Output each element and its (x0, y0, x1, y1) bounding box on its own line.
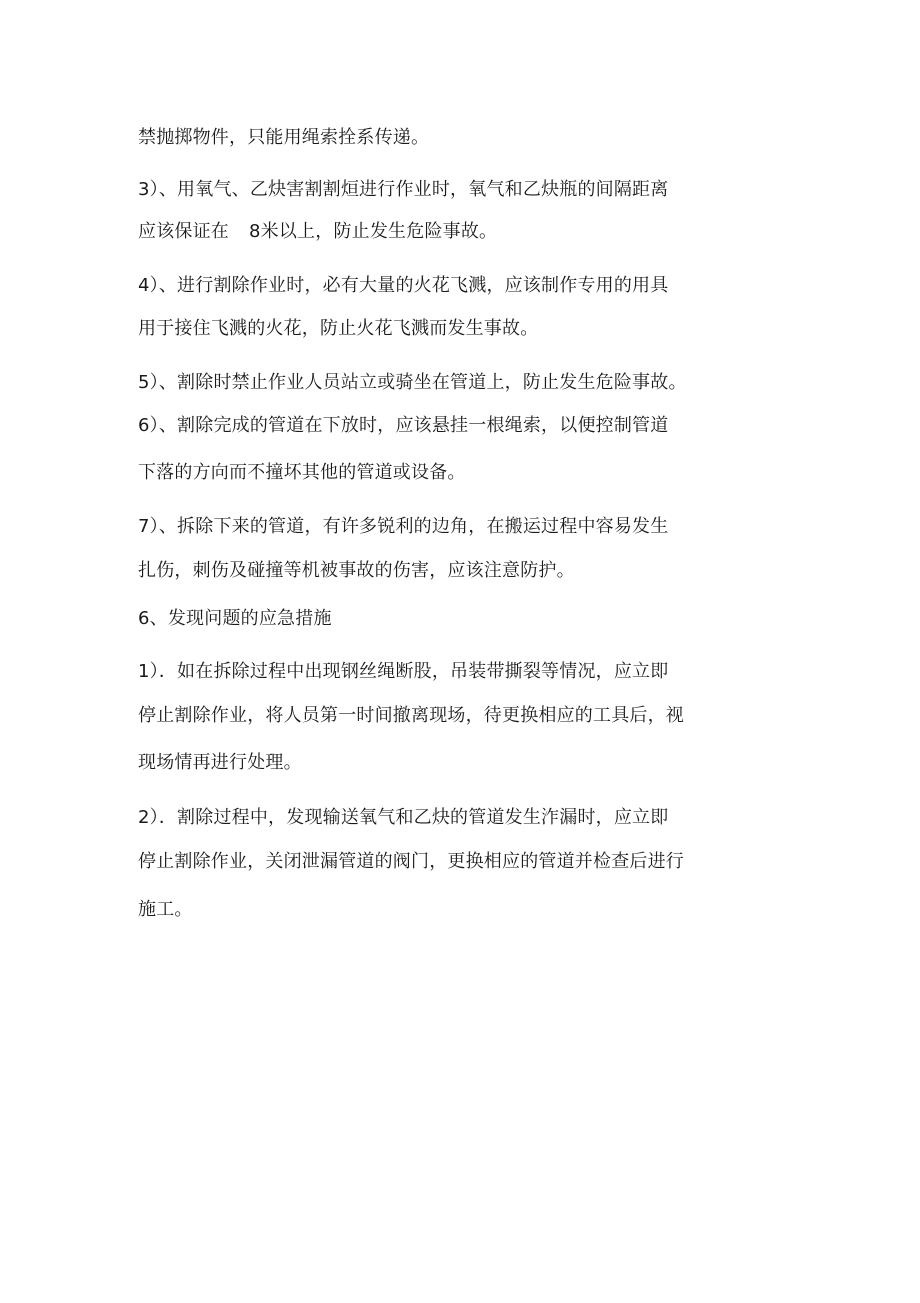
text-fragment: 8米以上，防止发生危险事故。 (249, 221, 498, 242)
text-line: 禁抛掷物件，只能用绳索拴系传递。 (138, 127, 430, 148)
text-line: 下落的方向而不撞坏其他的管道或设备。 (138, 462, 466, 483)
text-line: 4）、进行割除作业时，必有大量的火花飞溅，应该制作专用的用具 (138, 275, 669, 296)
text-line: 施工。 (138, 899, 193, 920)
text-line: 2）．割除过程中，发现输送氧气和乙炔的管道发生泎漏时，应立即 (138, 807, 669, 828)
text-line: 扎伤，刺伤及碰撞等机被事故的伤害，应该注意防护。 (138, 560, 575, 581)
text-line (138, 220, 497, 244)
text-line: 7）、拆除下来的管道，有许多锐利的边角，在搬运过程中容易发生 (138, 516, 669, 537)
text-line: 5）、割除时禁止作业人员站立或骑坐在管道上，防止发生危险事故。 (138, 372, 687, 393)
text-line: 停止割除作业，关闭泄漏管道的阀门，更换相应的管道并检查后进行 (138, 851, 684, 872)
text-line: 现场情再进行处理。 (138, 752, 302, 773)
text-line: 3）、用氧气、乙炔害割割烜进行作业时，氧气和乙炔瓶的间隔距离 (138, 179, 669, 200)
text-line: 6）、割除完成的管道在下放时，应该悬挂一根绳索，以便控制管道 (138, 415, 669, 436)
text-line: 1）．如在拆除过程中出现钢丝绳断股，吊装带撕裂等情况，应立即 (138, 661, 669, 682)
text-line: 用于接住飞溅的火花，防止火花飞溅而发生事故。 (138, 318, 539, 339)
section-heading: 6、发现问题的应急措施 (138, 608, 332, 629)
text-fragment: 应该保证在 (138, 221, 229, 242)
text-line: 停止割除作业，将人员第一时间撤离现场，待更换相应的工具后，视 (138, 705, 684, 726)
